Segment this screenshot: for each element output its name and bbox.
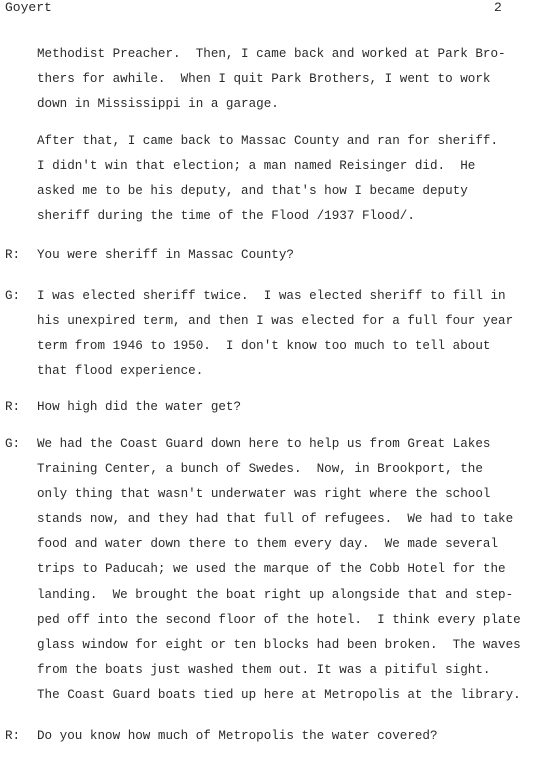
transcript-line: We had the Coast Guard down here to help us from Great Lakes xyxy=(37,437,491,451)
transcript-line: stands now, and they had that full of refugees. We had to take xyxy=(37,512,514,526)
transcript-line: After that, I came back to Massac County and ran for sheriff. xyxy=(37,134,499,148)
transcript-line: his unexpired term, and then I was elected for a full four year xyxy=(37,314,514,328)
speaker-label: R: xyxy=(5,248,21,262)
speaker-label: R: xyxy=(5,729,21,743)
speaker-label: R: xyxy=(5,400,21,414)
transcript-line: down in Mississippi in a garage. xyxy=(37,97,279,111)
page-header-name: Goyert xyxy=(5,0,52,15)
transcript-line: You were sheriff in Massac County? xyxy=(37,248,294,262)
page-number: 2 xyxy=(494,0,502,15)
transcript-line: that flood experience. xyxy=(37,364,204,378)
transcript-line: glass window for eight or ten blocks had been broken. The waves xyxy=(37,638,521,652)
transcript-line: The Coast Guard boats tied up here at Metropolis at the library. xyxy=(37,688,521,702)
transcript-line: sheriff during the time of the Flood /1937 Flood/. xyxy=(37,209,415,223)
transcript-line: I was elected sheriff twice. I was elected sheriff to fill in xyxy=(37,289,506,303)
transcript-line: Do you know how much of Metropolis the water covered? xyxy=(37,729,438,743)
transcript-line: thers for awhile. When I quit Park Brothers, I went to work xyxy=(37,72,491,86)
transcript-line: food and water down there to them every day. We made several xyxy=(37,537,499,551)
transcript-line: trips to Paducah; we used the marque of the Cobb Hotel for the xyxy=(37,562,506,576)
transcript-line: asked me to be his deputy, and that's how I became deputy xyxy=(37,184,468,198)
speaker-label: G: xyxy=(5,289,21,303)
transcript-line: How high did the water get? xyxy=(37,400,242,414)
transcript-line: landing. We brought the boat right up alongside that and step- xyxy=(37,588,514,602)
transcript-line: Methodist Preacher. Then, I came back and worked at Park Bro- xyxy=(37,47,506,61)
transcript-line: from the boats just washed them out. It was a pitiful sight. xyxy=(37,663,491,677)
transcript-line: ped off into the second floor of the hotel. I think every plate xyxy=(37,613,521,627)
transcript-line: Training Center, a bunch of Swedes. Now, in Brookport, the xyxy=(37,462,483,476)
transcript-line: I didn't win that election; a man named Reisinger did. He xyxy=(37,159,476,173)
transcript-line: only thing that wasn't underwater was right where the school xyxy=(37,487,491,501)
transcript-line: term from 1946 to 1950. I don't know too much to tell about xyxy=(37,339,491,353)
speaker-label: G: xyxy=(5,437,21,451)
